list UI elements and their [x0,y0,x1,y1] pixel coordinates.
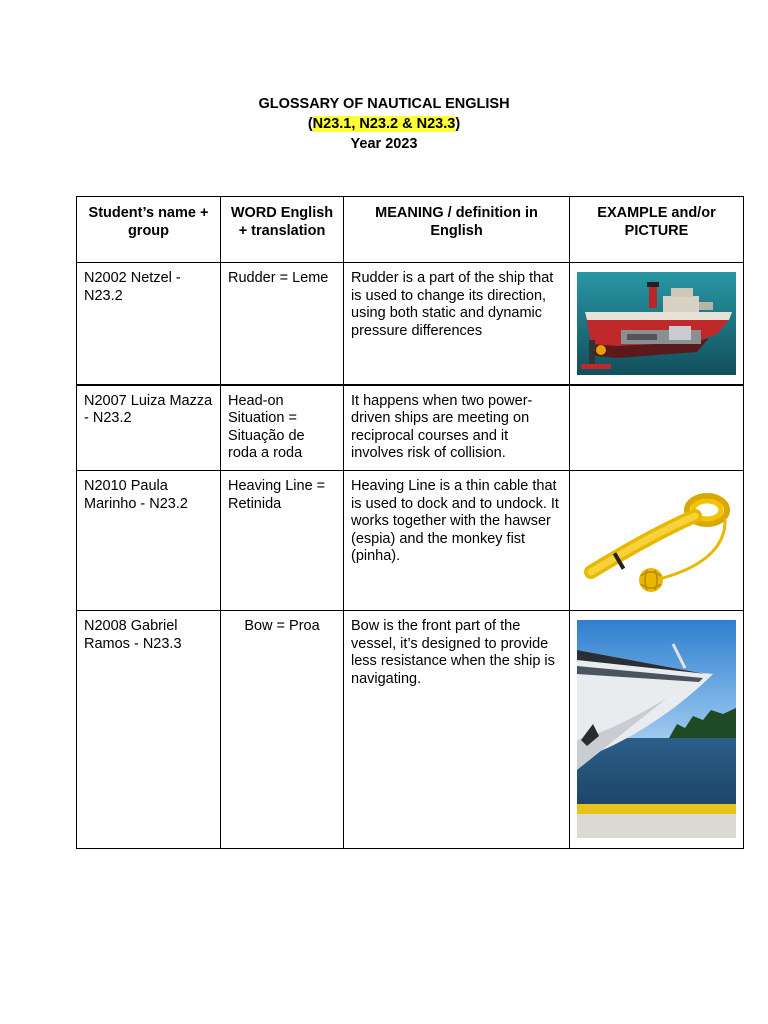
open-paren: ( [307,116,313,132]
cell-picture [570,611,744,849]
cell-word: Bow = Proa [221,611,344,849]
cell-word: Rudder = Leme [221,263,344,385]
ship-bow-photo [577,620,736,838]
column-header-student: Student’s name + group [77,197,221,263]
table-row [77,263,744,385]
ship-cutaway-image [577,272,736,375]
close-paren: ) [455,116,461,132]
column-header-word: WORD English + translation [221,197,344,263]
document-subtitle [0,114,768,134]
cell-picture [570,471,744,611]
cell-student: N2008 Gabriel Ramos - N23.3 [77,611,221,849]
column-header-example: EXAMPLE and/or PICTURE [570,197,744,263]
table-row [77,611,744,849]
cell-meaning: Bow is the front part of the vessel, it’s designed to provide less resistance when the ship is navigating. [344,611,570,849]
highlighted-codes: N23.1, N23.2 & N23.3 [312,116,456,132]
glossary-table [76,196,744,849]
cell-word: Heaving Line = Retinida [221,471,344,611]
cell-meaning: It happens when two power-driven ships are meeting on reciprocal courses and it involves risk of collision. [344,385,570,471]
cell-student: N2002 Netzel - N23.2 [77,263,221,385]
document-title: GLOSSARY OF NAUTICAL ENGLISH [258,96,510,112]
cell-meaning: Heaving Line is a thin cable that is used to dock and to undock. It works together with the hawser (espia) and the monkey fist (pinha). [344,471,570,611]
table-header-row [77,197,744,263]
cell-student: N2007 Luiza Mazza - N23.2 [77,385,221,471]
cell-picture [570,263,744,385]
yellow-rope-image [577,480,736,598]
cell-word: Head-on Situation = Situação de roda a roda [221,385,344,471]
table-row [77,471,744,611]
column-header-meaning: MEANING / definition in English [344,197,570,263]
cell-student: N2010 Paula Marinho - N23.2 [77,471,221,611]
table-row [77,385,744,471]
document-year: Year 2023 [350,136,418,152]
title-block [0,94,768,154]
cell-meaning: Rudder is a part of the ship that is used to change its direction, using both static and dynamic pressure differences [344,263,570,385]
cell-picture-empty [570,385,744,471]
